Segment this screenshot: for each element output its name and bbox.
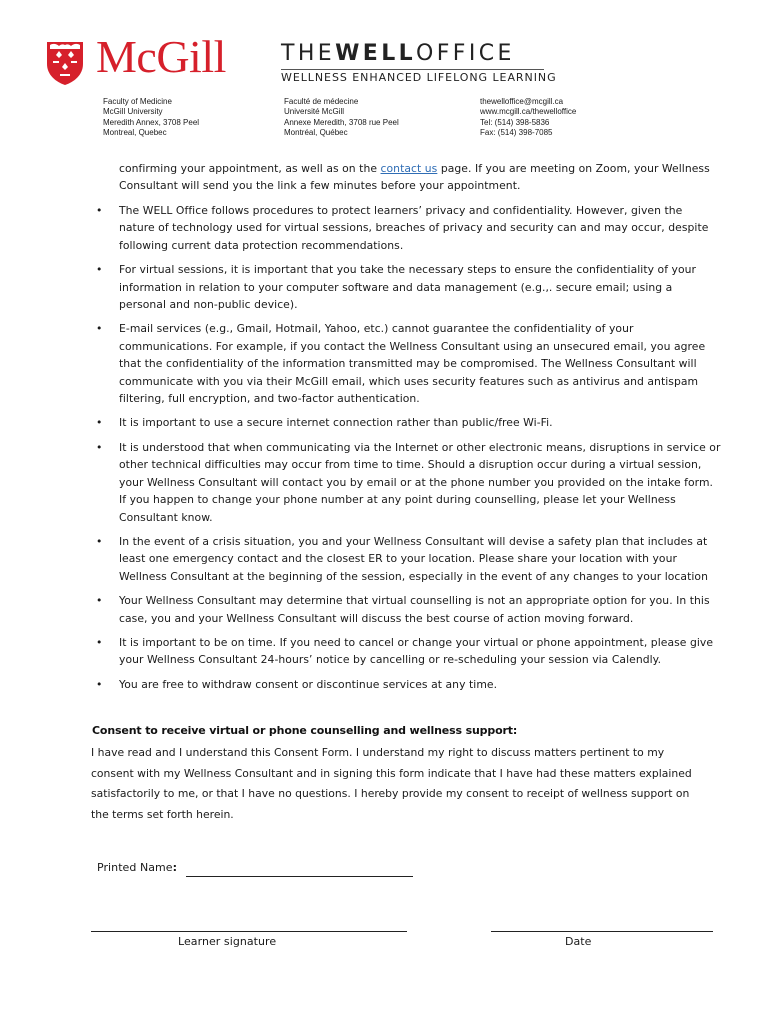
contact-info bbox=[480, 97, 576, 139]
address-line: McGill University bbox=[103, 107, 163, 117]
list-item: • It is important to be on time. If you need to cancel or change your virtual or phone appointment, please give your Wellness Consultant 24-hours’ notice by cancelling or re-scheduling your session via Calendly. bbox=[96, 635, 714, 667]
list-item: • Your Wellness Consultant may determine that virtual counselling is not an appropriate option for you. In this case, you and your Wellness Consultant will discuss the best course of action moving forward. bbox=[96, 594, 710, 625]
mcgill-crest-icon bbox=[44, 38, 86, 86]
list-item: • E-mail services (e.g., Gmail, Hotmail, Yahoo, etc.) cannot guarantee the confidentiality of your communications. For example, if you contact the Wellness Consultant using an unsecured email, you agree that the confidentiality of the information transmitted may be compromised. The Wellness Consultant will communicate with you via their McGill email, which uses security features such as antivirus and antispam filtering, full encryption, and two-factor authentication. bbox=[96, 322, 706, 406]
bullet-icon: • bbox=[96, 204, 103, 217]
list-item: • The WELL Office follows procedures to protect learners’ privacy and confidentiality. However, given the nature of technology used for virtual sessions, breaches of privacy and security can and may occur, despite following current data protection recommendations. bbox=[96, 204, 709, 252]
office-subtitle: WELLNESS ENHANCED LIFELONG LEARNING bbox=[281, 71, 557, 84]
intro-paragraph: confirming your appointment, as well as on the contact us page. If you are meeting on Zoom, your Wellness Consultant will send you the link a few minutes before your appointment. bbox=[119, 162, 710, 193]
bullet-icon: • bbox=[96, 440, 103, 454]
bullet-icon: • bbox=[96, 263, 103, 277]
list-item: • You are free to withdraw consent or discontinue services at any time. bbox=[96, 676, 721, 693]
address-english bbox=[103, 97, 199, 139]
bullet-icon: • bbox=[96, 534, 103, 548]
list-item: • In the event of a crisis situation, you and your Wellness Consultant will devise a safety plan that includes at least one emergency contact and the closest ER to your location. Please share your location with your Wellness Consultant at the beginning of the session, especially in the event of any changes to your location bbox=[96, 534, 708, 583]
address-line: Faculty of Medicine bbox=[103, 97, 172, 106]
address-line: Faculté de médecine bbox=[284, 97, 359, 106]
learner-signature-field[interactable] bbox=[91, 931, 407, 932]
list-item: • For virtual sessions, it is important that you take the necessary steps to ensure the confidentiality of your information in relation to your computer software and data management (e.g.,. secure email; using a personal and non-public device). bbox=[96, 263, 697, 312]
date-field[interactable] bbox=[491, 931, 713, 932]
printed-name-field[interactable] bbox=[186, 876, 413, 877]
office-title: THEWELLOFFICE bbox=[281, 41, 515, 66]
consent-statement: I have read and I understand this Consent Form. I understand my right to discuss matters pertinent to my consent with my Wellness Consultant and in signing this form indicate that I have had these matters explained satisfactorily to me, or that I have no questions. I hereby provide my consent to receipt of wellness support on the terms set forth herein. bbox=[91, 746, 692, 821]
date-label: Date bbox=[565, 935, 592, 948]
address-line: Montréal, Québec bbox=[284, 128, 348, 138]
contact-phone: Tel: (514) 398-5836 bbox=[480, 117, 550, 127]
contact-us-link[interactable]: contact us bbox=[380, 162, 438, 175]
bullet-icon: • bbox=[96, 635, 103, 649]
list-item: • It is important to use a secure internet connection rather than public/free Wi-Fi. bbox=[96, 414, 721, 431]
title-divider bbox=[281, 69, 544, 70]
address-line: Meredith Annex, 3708 Peel bbox=[103, 117, 200, 127]
address-line: Montreal, Quebec bbox=[103, 128, 167, 138]
address-french bbox=[284, 97, 399, 139]
bullet-icon: • bbox=[96, 677, 103, 691]
consent-conditions-list bbox=[96, 202, 721, 700]
consent-heading: Consent to receive virtual or phone counselling and wellness support: bbox=[92, 724, 518, 737]
contact-fax: Fax: (514) 398-7085 bbox=[480, 128, 553, 138]
bullet-icon: • bbox=[96, 322, 103, 336]
contact-website: www.mcgill.ca/thewelloffice bbox=[480, 107, 577, 117]
mcgill-wordmark: McGill bbox=[96, 31, 226, 82]
address-line: Université McGill bbox=[284, 107, 345, 117]
contact-email: thewelloffice@mcgill.ca bbox=[480, 97, 564, 106]
address-line: Annexe Meredith, 3708 rue Peel bbox=[284, 117, 399, 127]
bullet-icon: • bbox=[96, 416, 103, 430]
bullet-icon: • bbox=[96, 594, 103, 608]
list-item: • It is understood that when communicating via the Internet or other electronic means, disruptions in service or other technical difficulties may occur from time to time. Should a disruption occur during a virtual session, your Wellness Consultant will contact you by email or at the phone number you provided on the intake form. If you happen to change your phone number at any point during counselling, please let your Wellness Consultant know. bbox=[96, 440, 721, 524]
learner-signature-label: Learner signature bbox=[178, 935, 277, 948]
printed-name-label: Printed Name: bbox=[97, 861, 178, 874]
